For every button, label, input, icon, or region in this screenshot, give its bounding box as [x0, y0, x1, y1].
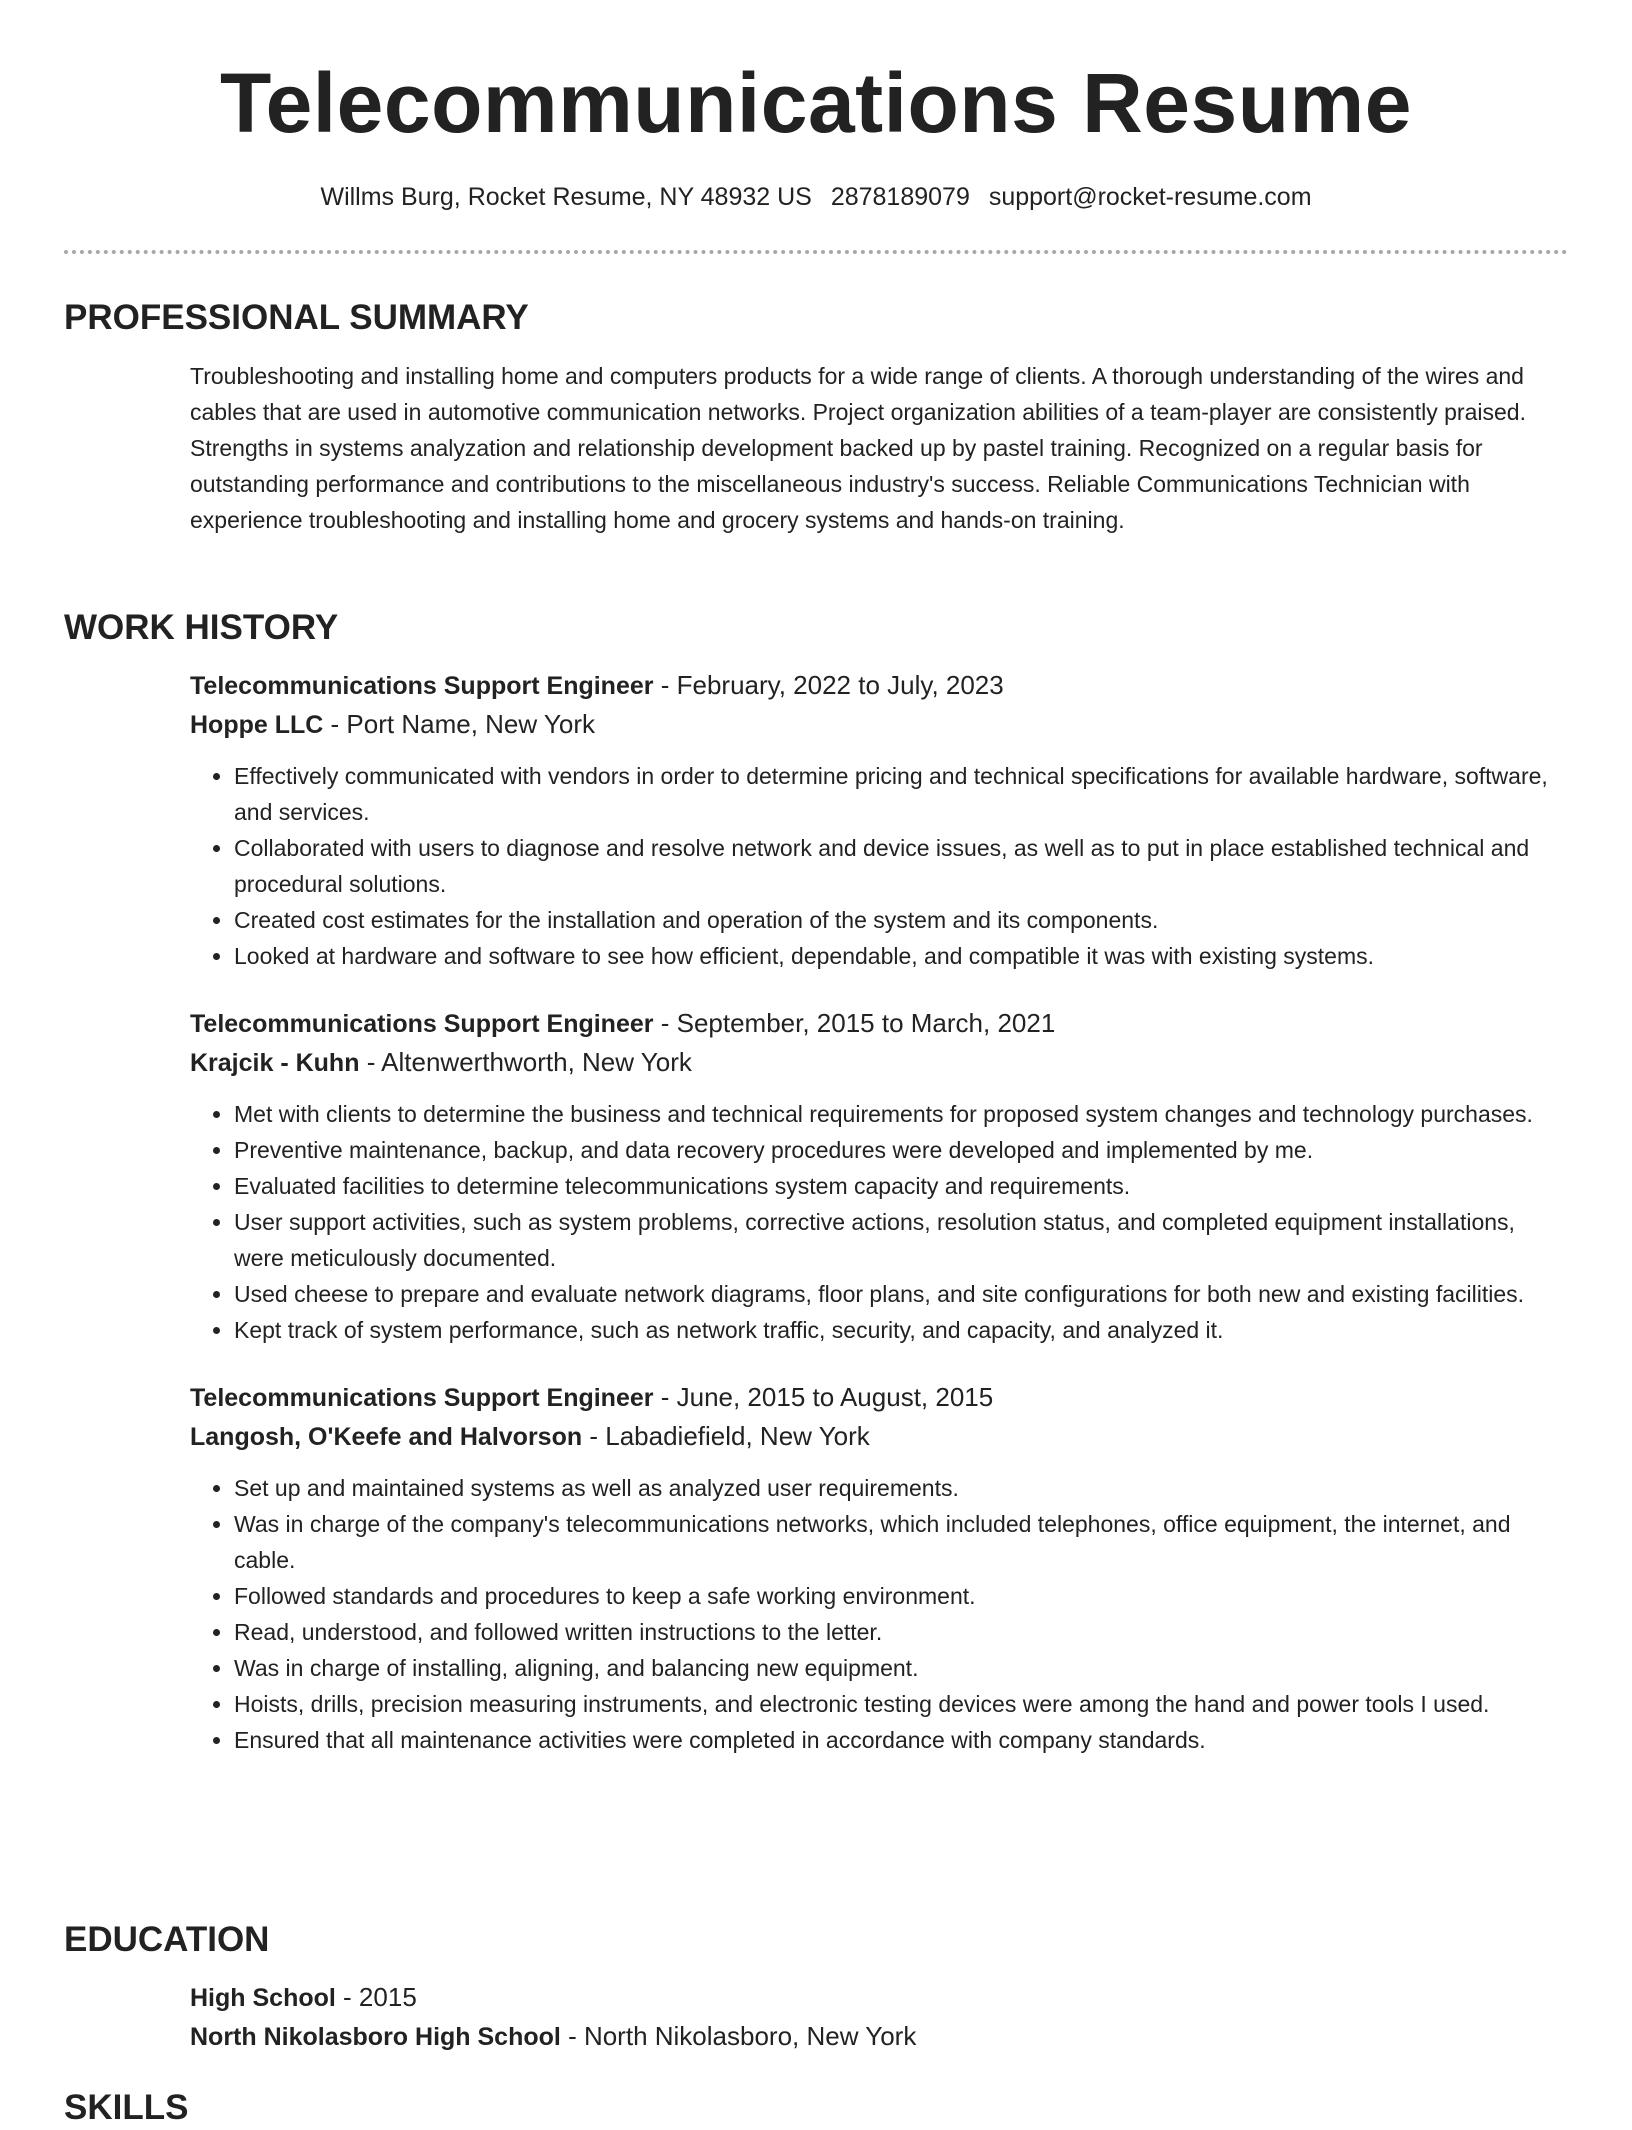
job-company-line — [190, 705, 1570, 744]
contact-address: Willms Burg, Rocket Resume, NY 48932 US — [320, 183, 812, 211]
job-bullet: • Set up and maintained systems as well as analyzed user requirements. — [234, 1470, 1570, 1506]
job-bullet: • Met with clients to determine the business and technical requirements for proposed system changes and technology purchases. — [234, 1096, 1570, 1132]
job-location: - Altenwerthworth, New York — [359, 1047, 692, 1077]
job-bullet: • Preventive maintenance, backup, and data recovery procedures were developed and implemented by me. — [234, 1132, 1570, 1168]
education-school: North Nikolasboro High School — [190, 2023, 561, 2051]
work-history-heading: WORK HISTORY — [64, 608, 339, 647]
skills-heading: SKILLS — [64, 2088, 189, 2127]
job-title-line — [190, 1378, 1570, 1417]
job-bullet: • Used cheese to prepare and evaluate network diagrams, floor plans, and site configurations for both new and existing facilities. — [234, 1276, 1570, 1312]
job-company: Hoppe LLC — [190, 711, 324, 739]
job-title-line — [190, 666, 1570, 705]
education-heading: EDUCATION — [64, 1920, 270, 1959]
job-role: Telecommunications Support Engineer — [190, 1384, 654, 1412]
job-company-line — [190, 1417, 1570, 1456]
education-location: - North Nikolasboro, New York — [560, 2021, 917, 2051]
job-company: Langosh, O'Keefe and Halvorson — [190, 1423, 583, 1451]
summary-section — [64, 296, 1568, 538]
job-bullet: • User support activities, such as system problems, corrective actions, resolution status, and completed equipment installations, were meticulously documented. — [234, 1204, 1570, 1276]
job-bullet: • Was in charge of the company's telecommunications networks, which included telephones, office equipment, the internet, and cable. — [234, 1506, 1570, 1578]
job-role: Telecommunications Support Engineer — [190, 1010, 654, 1038]
job-company: Krajcik - Kuhn — [190, 1049, 360, 1077]
job-entry — [190, 1004, 1570, 1348]
contact-phone: 2878189079 — [830, 183, 970, 211]
job-role: Telecommunications Support Engineer — [190, 672, 654, 700]
job-entry — [190, 666, 1570, 974]
job-bullet: • Created cost estimates for the installation and operation of the system and its components. — [234, 902, 1570, 938]
education-degree: High School — [190, 1984, 336, 2012]
job-bullets — [190, 1470, 1570, 1758]
resume-header — [64, 48, 1568, 214]
job-bullet: • Effectively communicated with vendors in order to determine pricing and technical specifications for available hardware, software, and services. — [234, 758, 1570, 830]
job-location: - Labadiefield, New York — [582, 1421, 870, 1451]
job-bullet: • Collaborated with users to diagnose and resolve network and device issues, as well as to put in place established technical and procedural solutions. — [234, 830, 1570, 902]
contact-email: support@rocket-resume.com — [988, 183, 1312, 211]
summary-text: Troubleshooting and installing home and computers products for a wide range of clients. A thorough understanding of the wires and cables that are used in automotive communication networks. Project organization abilities of a team-player are consistently praised. Strengths in systems analyzation and relationship development backed up by pastel training. Recognized on a regular basis for outstanding performance and contributions to the miscellaneous industry's success. Reliable Communications Technician with experience troubleshooting and installing home and grocery systems and hands-on training. — [190, 363, 1526, 533]
job-bullet: • Kept track of system performance, such as network traffic, security, and capacity, and analyzed it. — [234, 1312, 1570, 1348]
job-dates: - September, 2015 to March, 2021 — [653, 1008, 1056, 1038]
job-dates: - June, 2015 to August, 2015 — [653, 1382, 994, 1412]
job-bullets — [190, 1096, 1570, 1348]
job-bullet: • Evaluated facilities to determine telecommunications system capacity and requirements. — [234, 1168, 1570, 1204]
education-section — [64, 1918, 1568, 2056]
summary-heading: PROFESSIONAL SUMMARY — [64, 298, 529, 337]
job-bullet: • Looked at hardware and software to see how efficient, dependable, and compatible it was with existing systems. — [234, 938, 1570, 974]
job-bullet: • Followed standards and procedures to keep a safe working environment. — [234, 1578, 1570, 1614]
job-title-line — [190, 1004, 1570, 1043]
header-divider — [64, 250, 1568, 254]
job-bullet: • Was in charge of installing, aligning, and balancing new equipment. — [234, 1650, 1570, 1686]
job-bullet: • Ensured that all maintenance activities were completed in accordance with company standards. — [234, 1722, 1570, 1758]
job-company-line — [190, 1043, 1570, 1082]
job-bullets — [190, 758, 1570, 974]
resume-name: Telecommunications Resume — [220, 56, 1412, 150]
job-dates: - February, 2022 to July, 2023 — [653, 670, 1004, 700]
job-location: - Port Name, New York — [323, 709, 595, 739]
skills-section — [64, 2086, 1568, 2130]
education-degree-line — [190, 1978, 1570, 2017]
job-list — [190, 666, 1570, 1758]
education-school-line — [190, 2017, 1570, 2056]
job-bullet: • Read, understood, and followed written instructions to the letter. — [234, 1614, 1570, 1650]
work-history-section — [64, 606, 1568, 1758]
contact-line — [64, 180, 1568, 214]
job-bullet: • Hoists, drills, precision measuring instruments, and electronic testing devices were among the hand and power tools I used. — [234, 1686, 1570, 1722]
education-entry — [190, 1978, 1570, 2056]
education-year: - 2015 — [335, 1982, 417, 2012]
job-entry — [190, 1378, 1570, 1758]
